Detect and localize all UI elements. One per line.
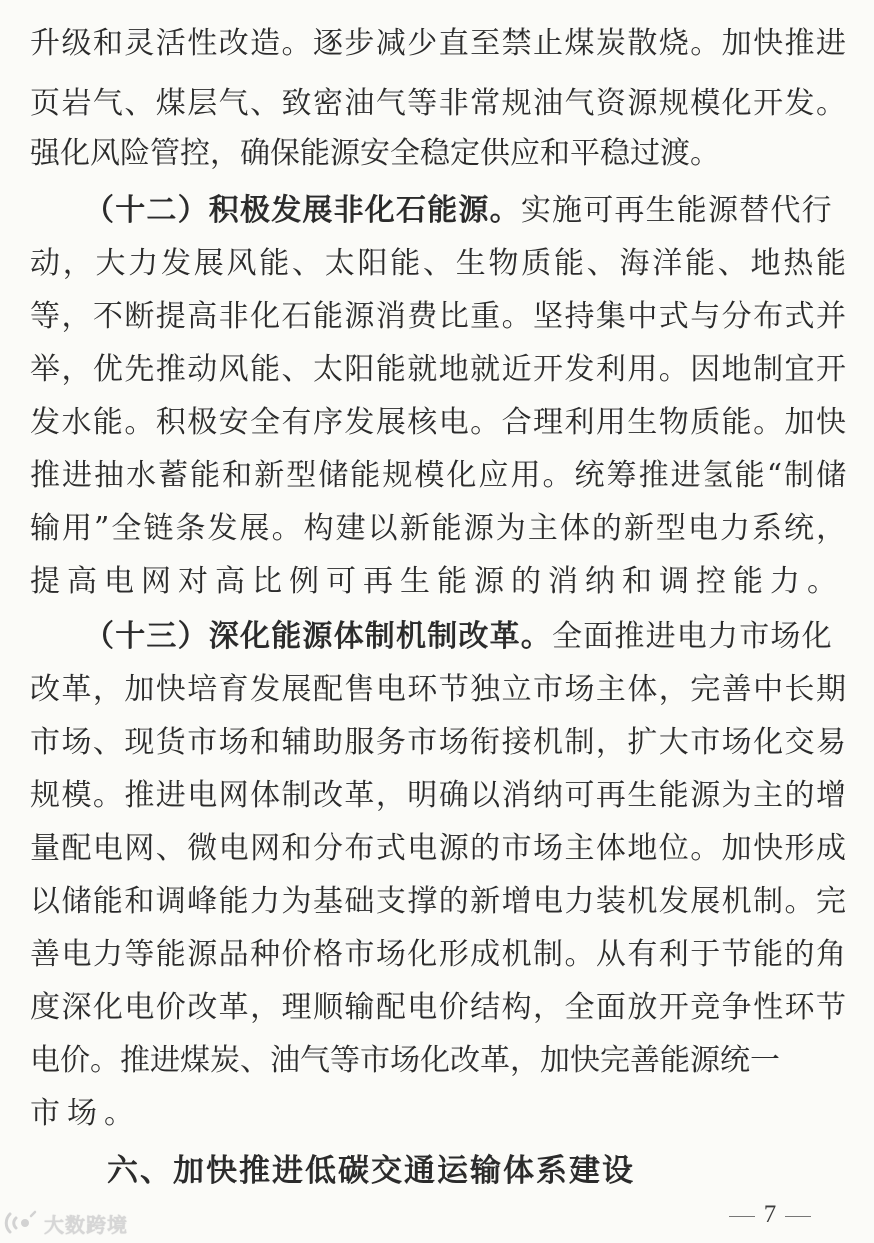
line-text: 发水能。积极安全有序发展核电。合理利用生物质能。加快	[30, 405, 848, 440]
line-text: 升级和灵活性改造。逐步减少直至禁止煤炭散烧。加快推进	[30, 26, 848, 61]
page-number-left-dash	[729, 1216, 755, 1217]
line-text: 电价。推进煤炭、油气等市场化改革，加快完善能源统一	[30, 1043, 780, 1078]
body-line	[0, 872, 874, 932]
paragraph-13-first-line	[0, 607, 874, 667]
paragraph-12-first-line	[0, 181, 874, 241]
body-line	[0, 446, 874, 506]
paragraph-13-rest: 全面推进电力市场化	[552, 619, 833, 654]
line-text: 规模。推进电网体制改革，明确以消纳可再生能源为主的增	[30, 778, 848, 813]
line-text: 等，不断提高非化石能源消费比重。坚持集中式与分布式并	[30, 299, 848, 334]
section-heading: 六、加快推进低碳交通运输体系建设	[107, 1153, 635, 1189]
body-line	[0, 234, 874, 294]
body-line	[0, 766, 874, 826]
body-line	[0, 1084, 874, 1144]
line-text: 以储能和调峰能力为基础支撑的新增电力装机发展机制。完	[30, 884, 848, 919]
body-line	[0, 124, 874, 184]
dashu-logo-icon	[4, 1210, 38, 1236]
line-text: 市场、现货市场和辅助服务市场衔接机制，扩大市场化交易	[30, 725, 848, 760]
body-line	[0, 393, 874, 453]
line-text: 页岩气、煤层气、致密油气等非常规油气资源规模化开发。	[30, 86, 848, 121]
line-text: 动，大力发展风能、太阳能、生物质能、海洋能、地热能	[30, 246, 849, 281]
line-text: 提高电网对高比例可再生能源的消纳和调控能力。	[30, 564, 844, 599]
page-number-right-dash	[785, 1216, 811, 1217]
body-line	[0, 925, 874, 985]
watermark	[4, 1208, 128, 1238]
body-line	[0, 819, 874, 879]
line-text: 输用”全链条发展。构建以新能源为主体的新型电力系统，	[30, 511, 849, 546]
paragraph-13-heading: （十三）深化能源体制机制改革。	[84, 619, 552, 654]
body-line	[0, 1031, 874, 1091]
body-line	[0, 552, 874, 612]
watermark-text: 大数跨境	[44, 1212, 128, 1237]
line-text: 改革，加快培育发展配售电环节独立市场主体，完善中长期	[30, 672, 848, 707]
body-line	[0, 978, 874, 1038]
paragraph-12-heading: （十二）积极发展非化石能源。	[84, 193, 521, 228]
paragraph-12-rest: 实施可再生能源替代行	[520, 193, 833, 228]
line-text: 善电力等能源品种价格市场化形成机制。从有利于节能的角	[30, 937, 848, 972]
line-text: 举，优先推动风能、太阳能就地就近开发利用。因地制宜开	[30, 352, 848, 387]
body-line	[0, 14, 874, 74]
body-line	[0, 499, 874, 559]
page-number-value: 7	[763, 1201, 777, 1228]
line-text: 市场。	[30, 1096, 141, 1131]
body-line	[0, 660, 874, 720]
line-text: 推进抽水蓄能和新型储能规模化应用。统筹推进氢能“制储	[30, 458, 849, 493]
body-line	[0, 713, 874, 773]
page-number	[715, 1198, 825, 1232]
line-text: 度深化电价改革，理顺输配电价结构，全面放开竞争性环节	[30, 990, 848, 1025]
line-text: 强化风险管控，确保能源安全稳定供应和平稳过渡。	[30, 136, 720, 171]
line-text: 量配电网、微电网和分布式电源的市场主体地位。加快形成	[30, 831, 848, 866]
body-line	[0, 340, 874, 400]
body-line	[0, 287, 874, 347]
